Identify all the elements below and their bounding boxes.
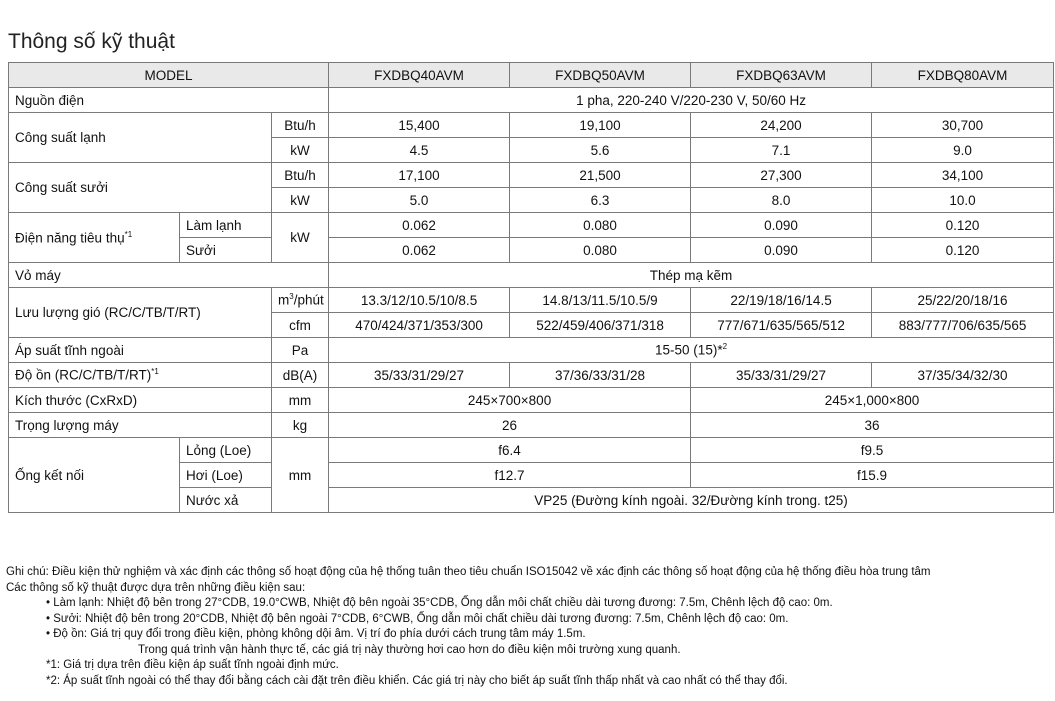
table-row	[9, 163, 1054, 188]
unit-cell: kW	[272, 188, 329, 213]
table-row	[9, 263, 1054, 288]
unit-cell: mm	[272, 438, 329, 513]
cell-value: f15.9	[691, 463, 1054, 488]
cell-value: VP25 (Đường kính ngoài. 32/Đường kính trong. t25)	[329, 488, 1054, 513]
unit-cell: kW	[272, 213, 329, 263]
cell-value: 19,100	[510, 113, 691, 138]
table-header-row	[9, 63, 1054, 88]
cell-value: 34,100	[872, 163, 1054, 188]
table-row	[9, 213, 1054, 238]
cell-value: 8.0	[691, 188, 872, 213]
table-row	[9, 413, 1054, 438]
cell-value: 1 pha, 220-240 V/220-230 V, 50/60 Hz	[329, 88, 1054, 113]
cell-value: 24,200	[691, 113, 872, 138]
cell-value: 0.080	[510, 238, 691, 263]
sub-label: Hơi (Loe)	[180, 463, 272, 488]
sub-label: Nước xả	[180, 488, 272, 513]
cell-value: 470/424/371/353/300	[329, 313, 510, 338]
cell-value: 13.3/12/10.5/10/8.5	[329, 288, 510, 313]
row-label: Độ ồn $(RC/C/TB/T/RT)^{*1}$	[9, 363, 272, 388]
cell-value: 15,400	[329, 113, 510, 138]
cell-value: 10.0	[872, 188, 1054, 213]
table-row	[9, 388, 1054, 413]
unit-cell: kg	[272, 413, 329, 438]
cell-value: 6.3	[510, 188, 691, 213]
model-name: FXDBQ80AVM	[872, 63, 1054, 88]
note-bullet: • Làm lạnh: Nhiệt độ bên trong 27°CDB, 19.0°CWB, Nhiệt độ bên ngoài 35°CDB, Ống dẫn môi chất chiều dài tương đương: 7.5m, Chênh lệch độ cao: 0m.	[46, 597, 833, 609]
row-label: Vỏ máy	[9, 263, 329, 288]
cell-value: 522/459/406/371/318	[510, 313, 691, 338]
cell-value: 7.1	[691, 138, 872, 163]
cell-value: f12.7	[329, 463, 691, 488]
cell-value: 5.6	[510, 138, 691, 163]
cell-value: 27,300	[691, 163, 872, 188]
row-label: Nguồn điện	[9, 88, 329, 113]
cell-value: 0.080	[510, 213, 691, 238]
note-line: Ghi chú: Điều kiện thử nghiệm và xác định các thông số hoạt động của hệ thống tuân theo tiêu chuẩn ISO15042 về xác định các thông số hoạt động của hệ thống điều hòa trung tâm	[6, 566, 931, 578]
cell-value: f6.4	[329, 438, 691, 463]
row-label: Áp suất tĩnh ngoài	[9, 338, 272, 363]
model-header: MODEL	[9, 63, 329, 88]
sub-label: Làm lạnh	[180, 213, 272, 238]
cell-value: 30,700	[872, 113, 1054, 138]
cell-value: 35/33/31/29/27	[691, 363, 872, 388]
cell-value: 17,100	[329, 163, 510, 188]
row-label: Trọng lượng máy	[9, 413, 272, 438]
note-continuation: Trong quá trình vận hành thực tế, các giá trị này thường hơi cao hơn do điều kiện môi trường xung quanh.	[138, 643, 681, 656]
cell-value: 5.0	[329, 188, 510, 213]
cell-value: 37/35/34/32/30	[872, 363, 1054, 388]
cell-value: 883/777/706/635/565	[872, 313, 1054, 338]
unit-cell: kW	[272, 138, 329, 163]
cell-value: 22/19/18/16/14.5	[691, 288, 872, 313]
model-name: FXDBQ40AVM	[329, 63, 510, 88]
note-bullet: • Độ ồn: Giá trị quy đổi trong điều kiện, phòng không dội âm. Vị trí đo phía dưới cách trung tâm máy 1.5m.	[46, 628, 586, 640]
row-label: Điện năng tiêu thụ$^{*1}$	[9, 213, 180, 263]
cell-value: 0.120	[872, 238, 1054, 263]
cell-value: 36	[691, 413, 1054, 438]
table-row	[9, 288, 1054, 313]
unit-cell: cfm	[272, 313, 329, 338]
cell-value: 35/33/31/29/27	[329, 363, 510, 388]
row-label: Công suất lạnh	[9, 113, 272, 163]
spec-table	[8, 62, 1054, 513]
model-name: FXDBQ63AVM	[691, 63, 872, 88]
cell-value: 0.090	[691, 213, 872, 238]
cell-value: 9.0	[872, 138, 1054, 163]
row-label: Công suất sưởi	[9, 163, 272, 213]
note-line: Các thông số kỹ thuật được dựa trên những điều kiện sau:	[6, 581, 306, 594]
cell-value: 0.062	[329, 238, 510, 263]
unit-cell: mm	[272, 388, 329, 413]
cell-value: f9.5	[691, 438, 1054, 463]
row-label: Ống kết nối	[9, 438, 180, 513]
cell-value: 15-50 (15)*$^2$	[329, 338, 1054, 363]
cell-value: 14.8/13/11.5/10.5/9	[510, 288, 691, 313]
unit-cell: dB(A)	[272, 363, 329, 388]
table-row	[9, 113, 1054, 138]
row-label: Kích thước (CxRxD)	[9, 388, 272, 413]
row-label: Lưu lượng gió (RC/C/TB/T/RT)	[9, 288, 272, 338]
page-title: Thông số kỹ thuật	[8, 30, 175, 53]
note-bullet: • Sưởi: Nhiệt độ bên trong 20°CDB, Nhiệt độ bên ngoài 7°CDB, 6°CWB, Ống dẫn môi chất chiều dài tương đương: 7.5m, Chênh lệch độ cao: 0m.	[46, 612, 789, 625]
footnote-1: *1: Giá trị dựa trên điều kiện áp suất tĩnh ngoài định mức.	[46, 659, 339, 671]
cell-value: 4.5	[329, 138, 510, 163]
unit-cell: $m^3$/phút	[272, 288, 329, 313]
cell-value: 245×700×800	[329, 388, 691, 413]
cell-value: 0.062	[329, 213, 510, 238]
unit-cell: Btu/h	[272, 113, 329, 138]
cell-value: 37/36/33/31/28	[510, 363, 691, 388]
table-row	[9, 438, 1054, 463]
cell-value: 21,500	[510, 163, 691, 188]
model-name: FXDBQ50AVM	[510, 63, 691, 88]
table-row	[9, 88, 1054, 113]
table-row	[9, 363, 1054, 388]
cell-value: 777/671/635/565/512	[691, 313, 872, 338]
cell-value: 0.120	[872, 213, 1054, 238]
footnotes	[6, 565, 931, 689]
unit-cell: Pa	[272, 338, 329, 363]
table-row	[9, 338, 1054, 363]
footnote-2: *2: Áp suất tĩnh ngoài có thể thay đổi bằng cách cài đặt trên điều khiển. Các giá trị này cho biết áp suất tĩnh thấp nhất và cao nhất có thể thay đổi.	[46, 674, 788, 687]
cell-value: 25/22/20/18/16	[872, 288, 1054, 313]
sub-label: Lỏng (Loe)	[180, 438, 272, 463]
cell-value: 0.090	[691, 238, 872, 263]
cell-value: 245×1,000×800	[691, 388, 1054, 413]
cell-value: Thép mạ kẽm	[329, 263, 1054, 288]
sub-label: Sưởi	[180, 238, 272, 263]
cell-value: 26	[329, 413, 691, 438]
unit-cell: Btu/h	[272, 163, 329, 188]
